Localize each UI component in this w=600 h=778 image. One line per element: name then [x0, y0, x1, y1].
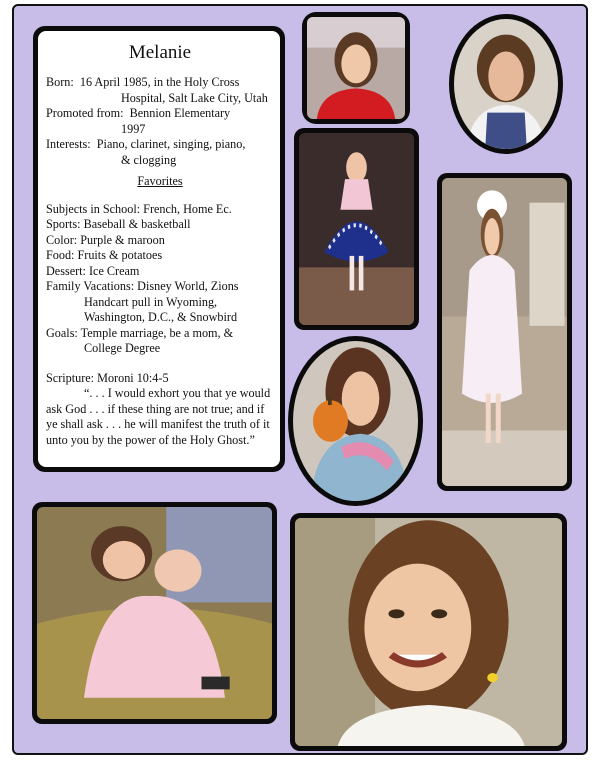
born-line: [46, 75, 274, 91]
photo-toddler-overalls: [454, 19, 558, 149]
photo-girl-pumpkin: [293, 341, 418, 501]
favorite-color: Color: Purple & maroon: [46, 232, 165, 247]
promoted-label: Promoted from:: [46, 106, 124, 120]
photo-sisters-couch: [37, 507, 272, 719]
photo-girl-dance-costume: [299, 133, 414, 325]
biography-card: [33, 26, 285, 472]
promoted-line: [46, 106, 274, 122]
favorite-food: Food: Fruits & potatoes: [46, 248, 163, 262]
goals-line: Goals: Temple marriage, be a mom, &: [46, 325, 234, 340]
promoted-value: Bennion Elementary: [129, 106, 231, 120]
born-line-2: Hospital, Salt Lake City, Utah: [121, 90, 268, 105]
favorite-vacations-2: Handcart pull in Wyoming,: [84, 294, 218, 309]
photo-frame-school-portrait: [290, 513, 567, 751]
interests-line: [46, 137, 274, 153]
favorite-vacations-3: Washington, D.C., & Snowbird: [84, 310, 238, 324]
biography-text: [38, 31, 280, 467]
photo-frame-sisters-couch: [32, 502, 277, 724]
goals-line-2: College Degree: [84, 341, 161, 355]
promoted-line-2: 1997: [121, 121, 146, 136]
photo-girl-smiling-portrait: [295, 518, 562, 746]
interests-value: Piano, clarinet, singing, piano,: [96, 137, 246, 151]
favorite-dessert: Dessert: Ice Cream: [46, 263, 140, 278]
scrapbook-page: [12, 4, 588, 755]
born-label: Born:: [46, 75, 74, 89]
photo-frame-white-dress: [437, 173, 572, 491]
interests-line-2: & clogging: [121, 152, 177, 167]
photo-girl-white-dress: [442, 178, 567, 486]
born-value: 16 April 1985, in the Holy Cross: [79, 75, 240, 89]
photo-frame-dance-costume: [294, 128, 419, 330]
photo-frame-toddler-oval: [449, 14, 563, 154]
photo-frame-red-shirt: [302, 12, 410, 124]
favorites-heading: Favorites: [137, 174, 183, 188]
photo-frame-pumpkin-oval: [288, 336, 423, 506]
favorite-sports: Sports: Baseball & basketball: [46, 217, 191, 231]
photo-girl-red-shirt: [307, 17, 405, 119]
interests-label: Interests:: [46, 137, 91, 151]
favorite-subjects: Subjects in School: French, Home Ec.: [46, 201, 232, 216]
favorite-vacations: Family Vacations: Disney World, Zions: [46, 279, 239, 293]
scripture-reference: Scripture: Moroni 10:4-5: [46, 370, 169, 385]
scripture-quote: “. . . I would exhort you that ye would ask God . . . if these thing are not true; and if ye shall ask . . . he will manifest the truth of it unto you by the power of the Holy Ghost.”: [46, 386, 271, 447]
profile-name: Melanie: [128, 42, 192, 63]
